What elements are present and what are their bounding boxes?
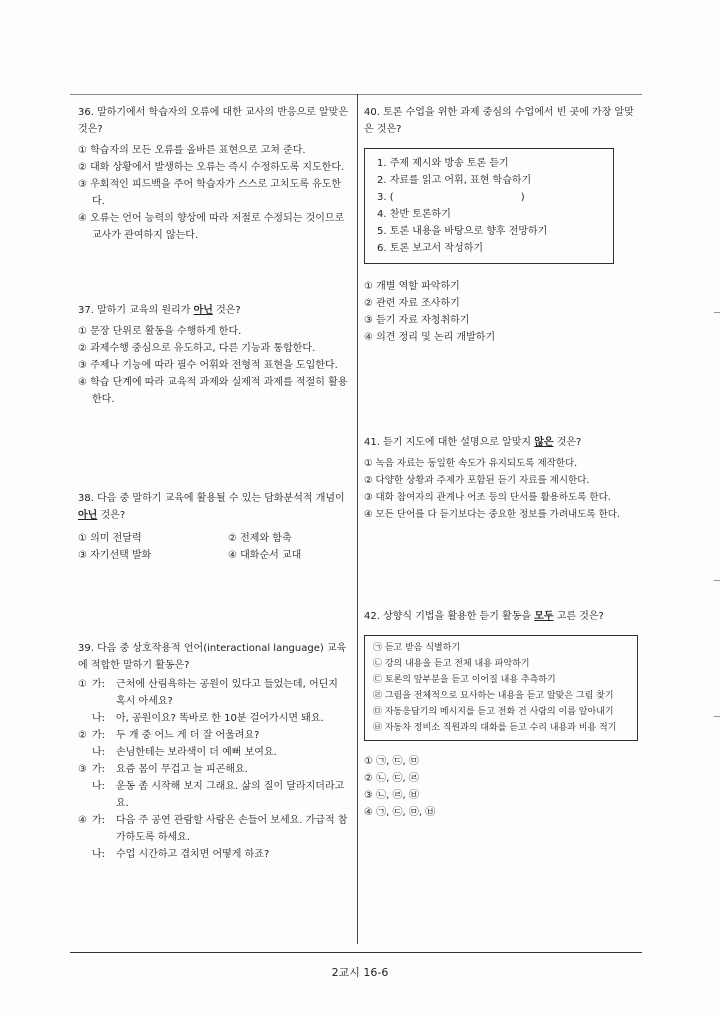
- option[interactable]: ② 과제수행 중심으로 유도하고, 다른 기능과 통합한다.: [78, 343, 316, 354]
- question-38: [78, 490, 350, 564]
- question-40-stem: 40. 토론 수업을 위한 과제 중심의 수업에서 빈 곳에 가장 알맞은 것은?: [364, 107, 634, 135]
- question-36: [78, 104, 350, 244]
- option[interactable]: ② 전제와 함축: [228, 533, 292, 544]
- margin-tick: [714, 312, 720, 313]
- question-41: [364, 434, 642, 523]
- activity-item: ㉣ 그림을 전체적으로 묘사하는 내용을 듣고 알맞은 그림 찾기: [373, 691, 614, 701]
- option[interactable]: ① 학습자의 모든 오류를 올바른 표현으로 고쳐 준다.: [78, 145, 306, 156]
- option[interactable]: ③ 주제나 기능에 따라 필수 어휘와 전형적 표현을 도입한다.: [78, 360, 338, 371]
- step-item: 6. 토론 보고서 작성하기: [377, 243, 484, 254]
- option[interactable]: ④ 의견 정리 및 논리 개발하기: [364, 332, 496, 343]
- option[interactable]: ① 문장 단위로 활동을 수행하게 한다.: [78, 326, 242, 337]
- dialogue-line: 나: 아, 공원이요? 똑바로 한 10분 걸어가시면 돼요.: [92, 713, 324, 724]
- emphasis-word: 않은: [534, 437, 554, 448]
- option[interactable]: ② 관련 자료 조사하기: [364, 298, 460, 309]
- bottom-rule: [70, 952, 642, 953]
- activity-item: ㉡ 강의 내용을 듣고 전체 내용 파악하기: [373, 659, 530, 669]
- activities-box: [364, 635, 638, 741]
- question-40: [364, 104, 642, 346]
- dialogue-line: 나: 수업 시간하고 겹치면 어떻게 하죠?: [92, 849, 270, 860]
- dialogue-line[interactable]: ② 가: 두 개 중 어느 게 더 잘 어울려요?: [78, 730, 260, 741]
- dialogue-line[interactable]: ④ 가: 다음 주 공연 관람할 사람은 손들어 보세요. 가급적 참가하도록 하세요.: [78, 815, 348, 843]
- question-39: [78, 640, 350, 863]
- option[interactable]: ④ ㉠, ㉢, ㉤, ㉥: [364, 807, 436, 818]
- option[interactable]: ① 의미 전달력: [78, 533, 142, 544]
- option[interactable]: ③ 우회적인 피드백을 주어 학습자가 스스로 고치도록 유도한다.: [78, 179, 342, 207]
- option[interactable]: ④ 모든 단어를 다 듣기보다는 중요한 정보를 가려내도록 한다.: [364, 509, 620, 520]
- option[interactable]: ② 다양한 상황과 주제가 포함된 듣기 자료를 제시한다.: [364, 475, 590, 486]
- option[interactable]: ④ 대화순서 교대: [228, 550, 302, 561]
- step-item: 2. 자료를 읽고 어휘, 표현 학습하기: [377, 175, 532, 186]
- step-item: 5. 토론 내용을 바탕으로 향후 전망하기: [377, 226, 548, 237]
- option[interactable]: ③ 자기선택 발화: [78, 550, 152, 561]
- activity-item: ㉢ 토론의 앞부분을 듣고 이어질 내용 추측하기: [373, 675, 556, 685]
- option[interactable]: ④ 오류는 언어 능력의 향상에 따라 저절로 수정되는 것이므로 교사가 관여하지 않는다.: [78, 213, 345, 241]
- option[interactable]: ① 개별 역할 파악하기: [364, 281, 460, 292]
- step-item: 1. 주제 제시와 방송 토론 듣기: [377, 158, 509, 169]
- activity-item: ㉤ 자동응답기의 메시지를 듣고 전화 건 사람의 이름 알아내기: [373, 707, 614, 717]
- dialogue-line[interactable]: ① 가: 근처에 산림욕하는 공원이 있다고 들었는데, 어딘지 혹시 아세요?: [78, 679, 338, 707]
- option[interactable]: ② ㉡, ㉢, ㉣: [364, 773, 419, 784]
- option[interactable]: ③ 대화 참여자의 관계나 어조 등의 단서를 활용하도록 한다.: [364, 492, 611, 503]
- option[interactable]: ① ㉠, ㉢, ㉤: [364, 756, 419, 767]
- step-item: 3. ( ): [377, 192, 525, 203]
- page-footer: 2교시 16-6: [331, 966, 389, 979]
- option[interactable]: ③ ㉡, ㉣, ㉥: [364, 790, 419, 801]
- question-42-stem: 42. 상향식 기법을 활용한 듣기 활동을 모두 고른 것은?: [364, 611, 604, 622]
- dialogue-line[interactable]: ③ 가: 요즘 몸이 무겁고 늘 피곤해요.: [78, 764, 248, 775]
- option[interactable]: ② 대화 상황에서 발생하는 오류는 즉시 수정하도록 지도한다.: [78, 162, 345, 173]
- activity-item: ㉥ 자동차 정비소 직원과의 대화를 듣고 수리 내용과 비용 적기: [373, 723, 617, 733]
- step-item: 4. 찬반 토론하기: [377, 209, 451, 220]
- dialogue-line: 나: 손님한테는 보라색이 더 예뻐 보여요.: [92, 747, 277, 758]
- activity-item: ㉠ 듣고 받음 식별하기: [373, 643, 461, 653]
- dialogue-line: 나: 운동 좀 시작해 보지 그래요. 삶의 질이 달라지더라고요.: [92, 781, 345, 809]
- option[interactable]: ① 녹음 자료는 동일한 속도가 유지되도록 제작한다.: [364, 458, 578, 469]
- option[interactable]: ③ 듣기 자료 자청취하기: [364, 315, 470, 326]
- question-42: [364, 608, 642, 821]
- column-divider: [357, 94, 358, 944]
- emphasis-word: 아닌: [193, 305, 213, 316]
- question-39-stem: 39. 다음 중 상호작용적 언어(interactional language) 교육에 적합한 말하기 활동은?: [78, 643, 347, 671]
- emphasis-word: 아닌: [78, 510, 98, 521]
- question-41-stem: 41. 듣기 지도에 대한 설명으로 알맞지 않은 것은?: [364, 437, 582, 448]
- margin-tick: [714, 716, 720, 717]
- question-37: [78, 302, 350, 408]
- emphasis-word: 모두: [534, 611, 554, 622]
- top-rule: [70, 94, 642, 95]
- steps-box: [364, 148, 614, 264]
- question-38-stem: 38. 다음 중 말하기 교육에 활용될 수 있는 담화분석적 개념이 아닌 것은?: [78, 493, 345, 521]
- question-36-stem: 36. 말하기에서 학습자의 오류에 대한 교사의 반응으로 알맞은 것은?: [78, 107, 348, 135]
- margin-tick: [714, 580, 720, 581]
- question-37-stem: 37. 말하기 교육의 원리가 아닌 것은?: [78, 305, 241, 316]
- option[interactable]: ④ 학습 단계에 따라 교육적 과제와 실제적 과제를 적절히 활용한다.: [78, 377, 348, 405]
